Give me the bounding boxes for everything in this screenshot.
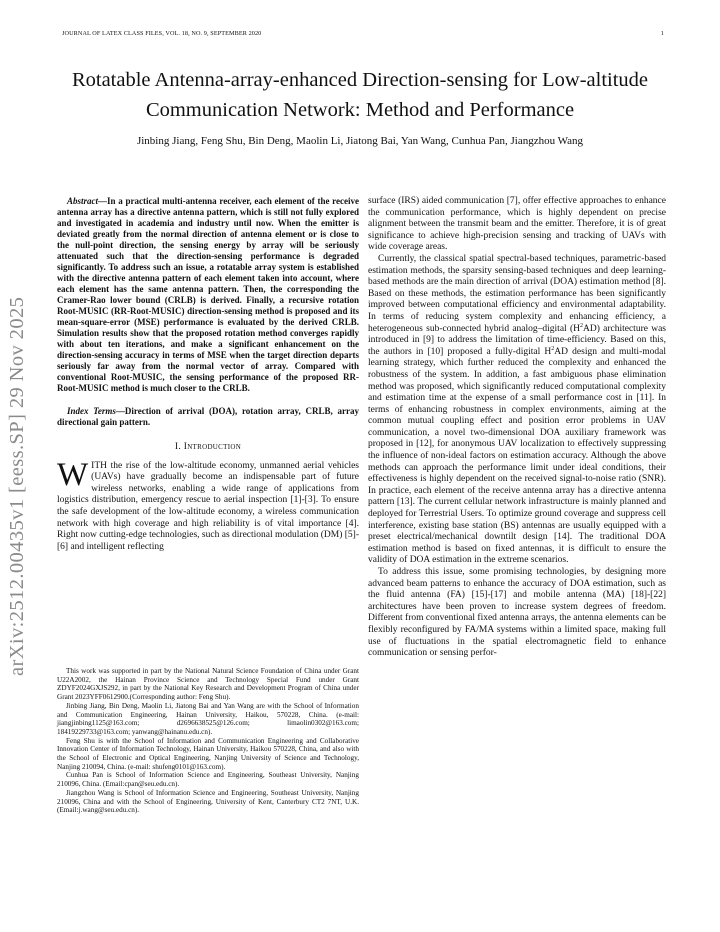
author-list: Jinbing Jiang, Feng Shu, Bin Deng, Maolin Li, Jiatong Bai, Yan Wang, Cunhua Pan, Jiangzhou Wang [136,135,584,147]
section-heading: I. Introduction [174,442,242,452]
drop-cap: W [57,456,89,493]
body-text: AD) architecture was introduced in [9] to address the limitation of time-efficiency. Based on this, the authors in [10] proposed a fully-digital H [368,323,666,357]
abstract [57,196,359,394]
left-column [57,196,359,553]
footnote-affiliation: Jiangzhou Wang is School of Information Science and Engineering, Southeast University, Nanjing 210096, China and with the School of Engineering, University of Kent, Canterbury CT2 7NT, U.K. (Email:j.wang@seu.edu.cn). [57,788,359,815]
body-paragraph: surface (IRS) aided communication [7], offer effective approaches to enhance the communication performance, which is highly dependent on precise alignment between the transmit beam and the emitter. Therefore, it is of great significance to achieve high-precision sensing and tracking of UAVs with wide coverage areas. [368,196,666,253]
body-text: AD design and multi-modal learning strategy, which further reduced the complexity and enhanced the robustness of the system. In addition, a fast ambiguous phase elimination method was proposed, which significantly reduced computational complexity and estimation time at the expense of a small performance cost in [11]. In terms of enhancing robustness in complex environments, aiming at the common mutual coupling effect and position error problems in UAV communication, a novel two-dimensional DOA auxiliary framework was proposed in [12], for anonymous UAV localization to effectively suppressing the influence of non-ideal factors on estimation accuracy. Although the above methods can approach the performance limit under ideal conditions, their effectiveness is highly dependent on the received signal-to-noise ratio (SNR). In practice, each element of the receive antenna array has a directive antenna pattern [13]. The current cellular network infrastructure is mainly planned and deployed for Terrestrial Users. To optimize ground coverage and suppress cell interference, existing base station (BS) antennas are usually equipped with a preset electrical/mechanical downtilt design [14]. The traditional DOA estimation method is based on fixed antennas, it is difficult to ensure the validity of DOA estimation in the extreme scenarios. [368,346,666,566]
index-terms [57,406,359,428]
arxiv-stamp: arXiv:2512.00435v1 [eess.SP] 29 Nov 2025 [6,296,28,676]
abstract-lead: Abstract [67,196,99,206]
paper-title: Rotatable Antenna-array-enhanced Direction-sensing for Low-altitude Communication Network: Method and Performance [71,69,649,121]
page-number: 1 [660,30,664,37]
index-terms-text: —Direction of arrival (DOA), rotation array, CRLB, array directional gain pattern. [57,406,359,427]
abstract-text: —In a practical multi-antenna receiver, each element of the receive antenna array has a directive antenna pattern, which is still not fully explored and investigated in academia and industry until now. When the emitter is deviated greatly from the normal direction of antenna element or is close to the null-point direction, the sensing energy by array will be seriously attenuated such that the direction-sensing performance is degraded significantly. To address such an issue, a rotatable array system is established with the directive antenna pattern of each element taken into account, where each element has the same antenna pattern. Then, the corresponding the Cramer-Rao lower bound (CRLB) is derived. Finally, a recursive rotation Root-MUSIC (RR-Root-MUSIC) direction-sensing method is proposed and its mean-square-error (MSE) performance is evaluated by the derived CRLB. Simulation results show that the proposed rotation method converges rapidly with about ten iterations, and make a significant enhancement on the direction-sensing accuracy in terms of MSE when the target direction departs seriously far away from the normal vector of array. Compared with conventional Root-MUSIC, the sensing performance of the proposed RR-Root-MUSIC method is much closer to the CRLB. [57,196,359,393]
right-column [368,196,666,660]
footnote-funding: This work was supported in part by the National Natural Science Foundation of China under Grant U22A2002, the Hainan Province Science and Technology Special Fund under Grant ZDYF2024GXJS292, in part by the National Key Research and Development Program of China under Grant 2023YFF0612900.(Corresponding author: Feng Shu). [57,667,359,702]
footnote-affiliation: Cunhua Pan is School of Information Science and Engineering, Southeast University, Nanjing 210096, China. (Email:cpan@seu.edu.cn). [57,771,359,789]
body-paragraph: To address this issue, some promising technologies, by designing more advanced beam patterns to enhance the accuracy of DOA estimation, such as the fluid antenna (FA) [15]-[17] and mobile antenna (MA) [18]-[22] architectures have been proven to increase system degrees of freedom. Different from conventional fixed antenna arrays, the antenna elements can be flexibly reconfigured by FA/MA systems within a limited space, making full use of fluctuations in the spatial electromagnetic field to enhance communication or sensing perfor- [368,567,666,659]
footnotes [57,667,359,815]
superscript: 2 [551,345,555,352]
running-header [62,30,664,42]
body-text: Currently, the classical spatial spectral-based techniques, parametric-based estimation methods, the sparsity sensing-based techniques and deep learning-based methods are the main direction of arrival (DOA) estimation method [8]. Based on these methods, the estimation performance has been significantly improved between computational efficiency and environmental adaptability. In terms of reducing system complexity and enhancing efficiency, a heterogeneous sub-connected hybrid analog–digital (H [368,253,666,334]
footnote-affiliation: Feng Shu is with the School of Information and Communication Engineering and Collaborative Innovation Center of Information Technology, Hainan University, Haikou 570228, China, and also with the School of Electronic and Optical Engineering, Nanjing University of Science and Technology, Nanjing 210094, China. (e-mail: shufeng0101@163.com). [57,736,359,771]
intro-paragraph [57,456,359,554]
intro-text: ITH the rise of the low-altitude economy, unmanned aerial vehicles (UAVs) have gradually become an indispensable part of future wireless networks, enabling a wide range of applications from logistics distribution, emergency rescue to aerial inspection [1]-[3]. To ensure the safe development of the low-altitude economy, a wireless communication network with high coverage and high reliability is of vital importance [4]. Right now cutting-edge technologies, such as directional modulation (DM) [5]-[6] and intelligent reflecting [57,460,359,552]
journal-name: JOURNAL OF LATEX CLASS FILES, VOL. 18, NO. 9, SEPTEMBER 2020 [62,30,262,37]
footnote-affiliation: Jinbing Jiang, Bin Deng, Maolin Li, Jiatong Bai and Yan Wang are with the School of Information and Communication Engineering, Hainan University, Haikou, 570228, China. (e-mail: jiangjinbing1125@163.com; d2696638525@126.com; limaolin0302@163.com; 18419229733@163.com; yanwang@hainanu.edu.cn). [57,701,359,736]
body-paragraph [368,254,666,567]
index-terms-lead: Index Terms [67,406,116,416]
superscript: 2 [579,322,583,329]
